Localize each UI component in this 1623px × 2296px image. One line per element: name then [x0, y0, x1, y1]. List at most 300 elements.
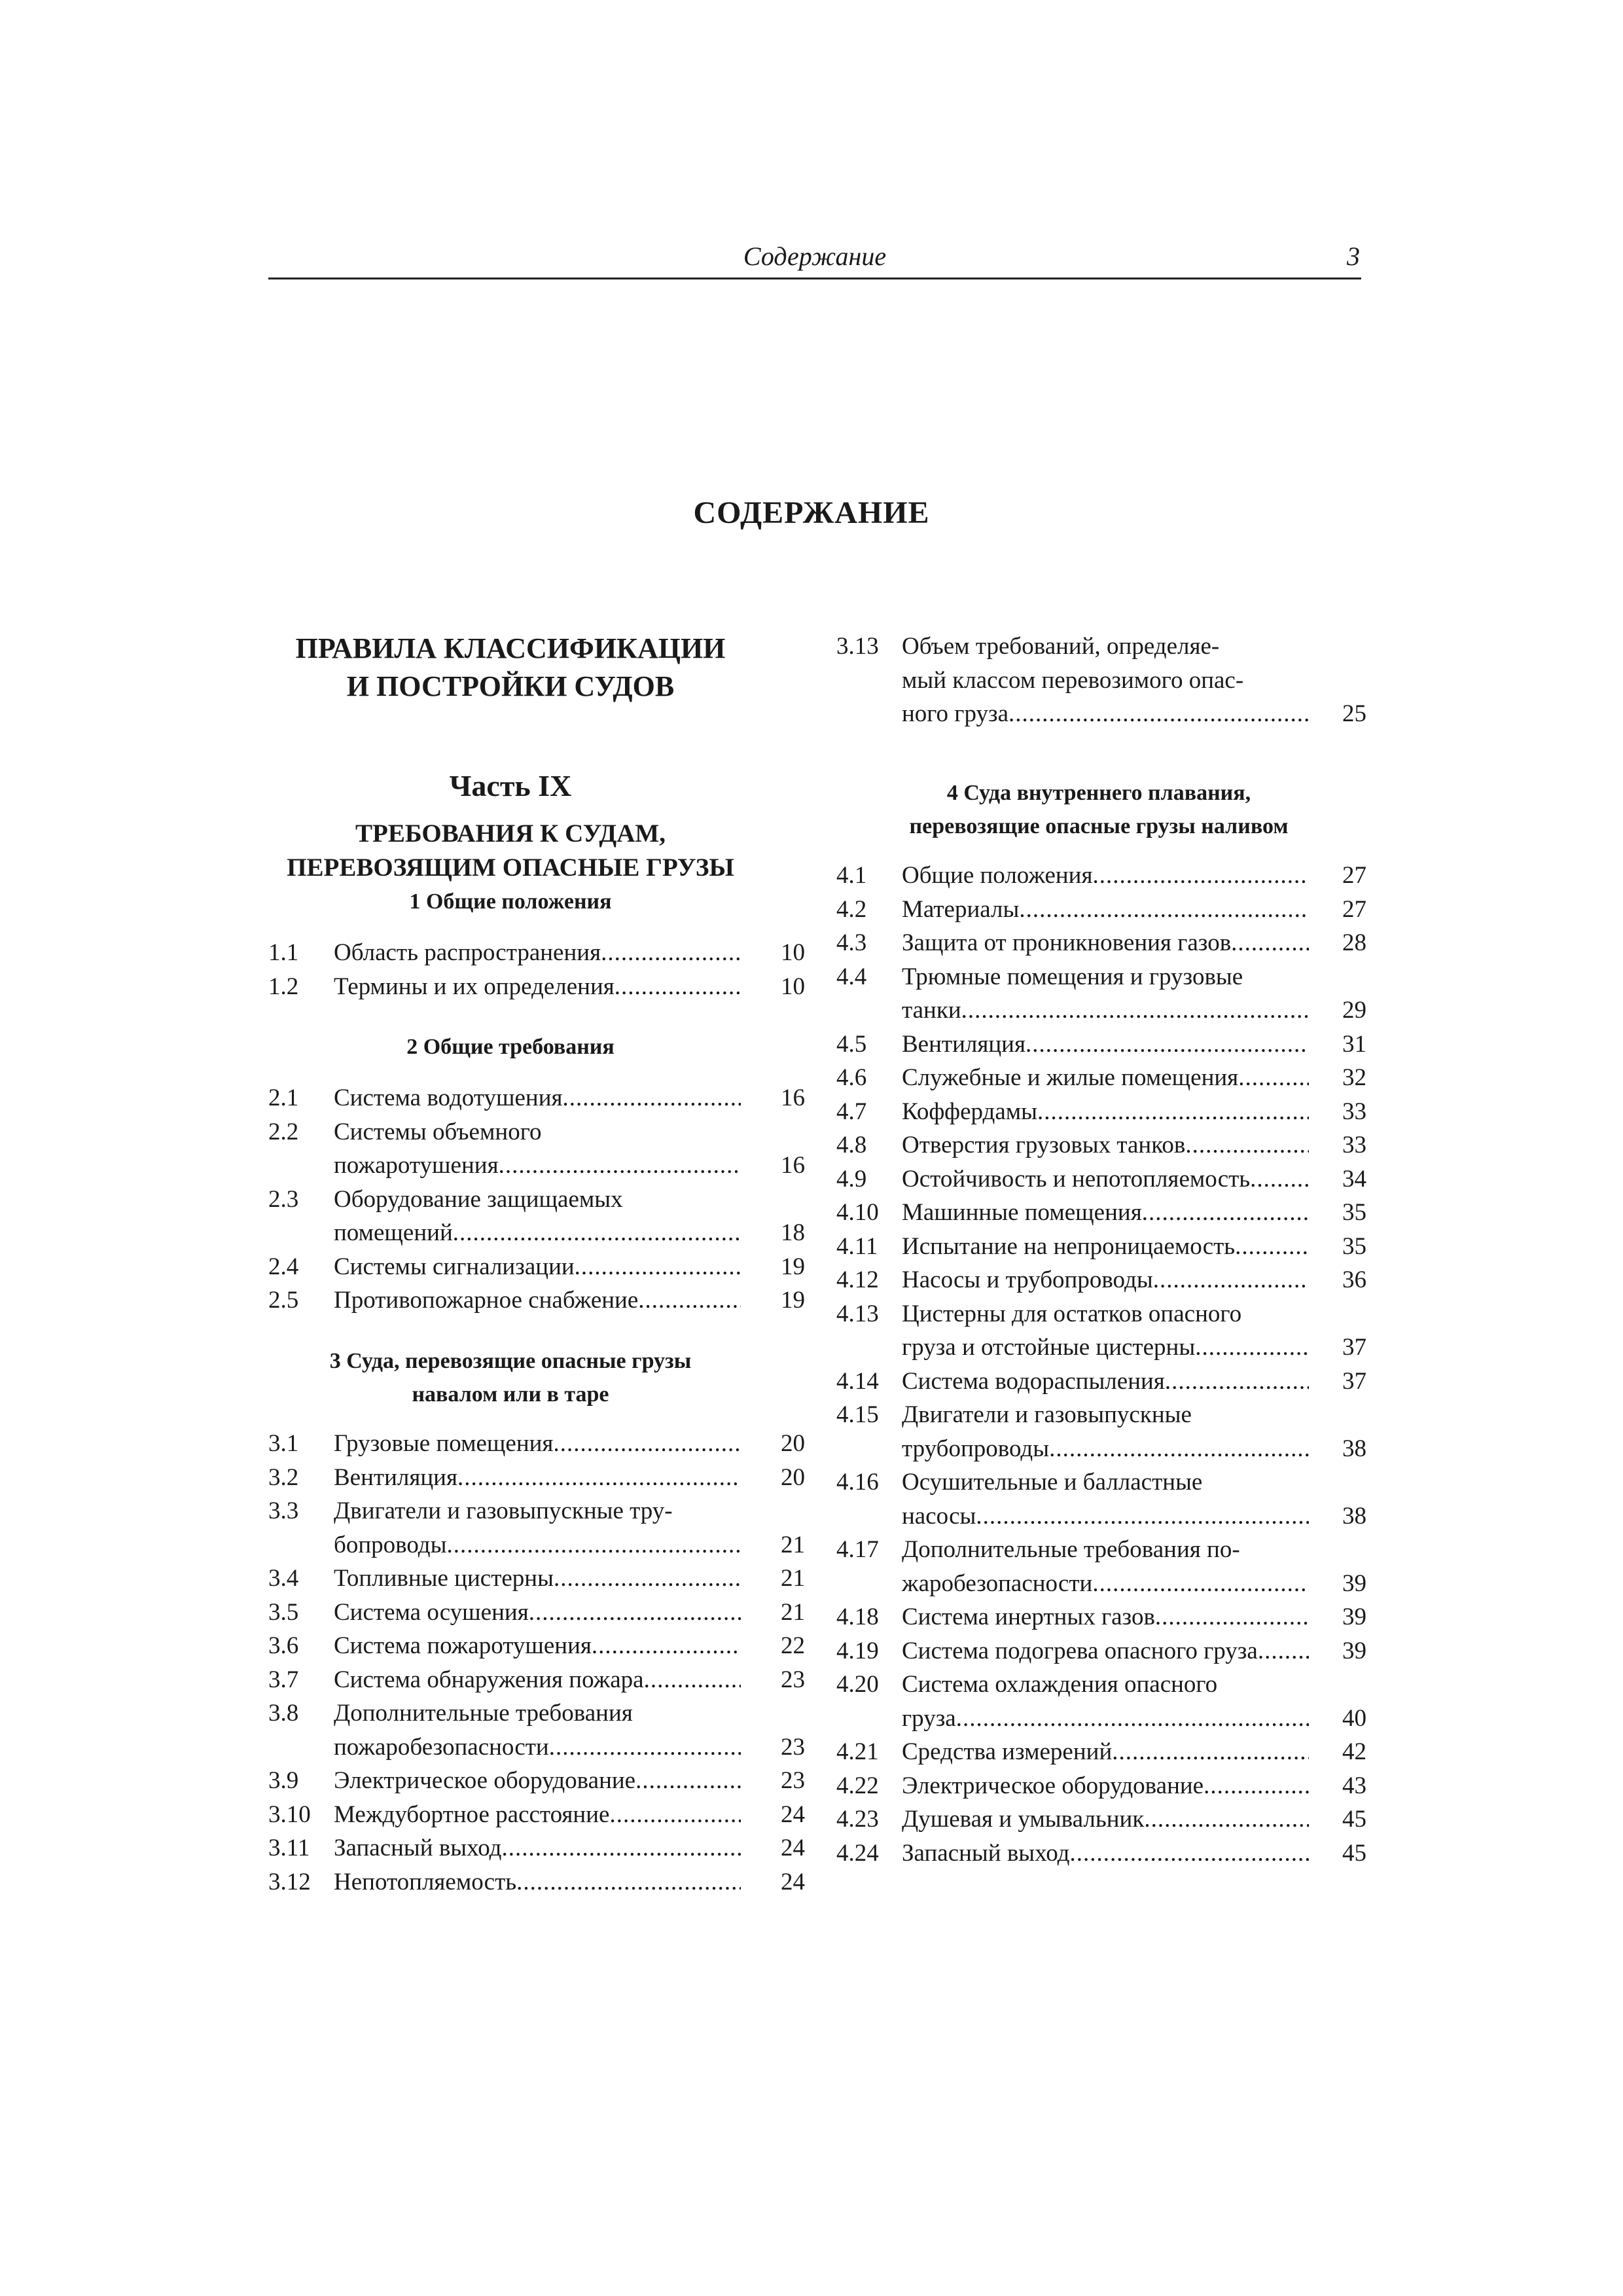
entry-number: 2.4	[268, 1253, 299, 1280]
dot-leader	[516, 1865, 741, 1899]
toc-entry[interactable]	[268, 1831, 805, 1865]
dot-leader	[609, 1798, 741, 1832]
entry-title-text: Материалы	[902, 895, 1020, 923]
entry-title	[902, 1769, 1309, 1803]
entry-title-text: Система пожаротушения	[334, 1632, 592, 1659]
part-subtitle-line: ПЕРЕВОЗЯЩИМ ОПАСНЫЕ ГРУЗЫ	[287, 853, 734, 882]
entry-title-text: Насосы и трубопроводы	[902, 1266, 1153, 1293]
entry-title-text: Защита от проникновения газов	[902, 929, 1232, 956]
entry-title-line	[902, 664, 1309, 698]
entry-title-text: Междубортное расстояние	[334, 1801, 610, 1828]
entry-title-text: жаробезопасности	[902, 1570, 1093, 1597]
entry-title-line	[334, 1865, 741, 1899]
toc-entry[interactable]	[836, 1769, 1366, 1803]
dot-leader	[529, 1596, 741, 1630]
entry-number: 4.10	[836, 1199, 879, 1226]
entry-title-text: Запасный выход	[334, 1835, 502, 1861]
entry-page-number: 25	[1342, 700, 1366, 727]
entry-page-number: 35	[1342, 1199, 1366, 1226]
entry-page-number: 32	[1342, 1064, 1366, 1091]
entry-title-line	[334, 1562, 741, 1596]
entry-title-text: помещений	[334, 1219, 453, 1246]
entry-title-line	[902, 1533, 1309, 1567]
entry-title-line	[902, 1837, 1309, 1871]
entry-title-line	[902, 1297, 1309, 1331]
toc-entry[interactable]	[268, 1663, 805, 1697]
dot-leader	[961, 994, 1309, 1028]
entry-page-number: 27	[1342, 895, 1366, 923]
toc-entry[interactable]	[836, 1263, 1366, 1297]
entry-title	[902, 1668, 1309, 1735]
toc-entry[interactable]	[836, 630, 1366, 731]
dot-leader	[457, 1461, 741, 1495]
entry-title	[902, 1600, 1309, 1634]
dot-leader	[1235, 1230, 1309, 1264]
entry-title-text: Душевая и умывальник	[902, 1806, 1145, 1833]
entry-number: 3.7	[268, 1666, 299, 1693]
section-heading-line: перевозящие опасные грузы наливом	[909, 814, 1289, 838]
entry-page-number: 43	[1342, 1772, 1366, 1799]
toc-entry[interactable]	[268, 1283, 805, 1318]
toc-entry[interactable]	[268, 970, 805, 1004]
toc-entry[interactable]	[836, 1668, 1366, 1735]
entry-title-line	[334, 1798, 741, 1832]
entry-title-text: Двигатели и газовыпускные тру-	[334, 1498, 673, 1524]
entry-title-text: пожаробезопасности	[334, 1733, 549, 1761]
entry-title-text: трубопроводы	[902, 1435, 1050, 1462]
entry-title	[334, 936, 741, 970]
entry-title	[902, 960, 1309, 1028]
entry-title-text: Объем требований, определяе-	[902, 633, 1220, 660]
entry-title-text: Оборудование защищаемых	[334, 1185, 623, 1213]
entry-title-line	[334, 1663, 741, 1697]
entry-title-line	[902, 1162, 1309, 1196]
entry-title-text: Грузовые помещения	[334, 1430, 554, 1457]
toc-entry[interactable]	[836, 1533, 1366, 1600]
entry-title-line	[902, 893, 1309, 927]
entry-number: 3.4	[268, 1565, 299, 1592]
entry-title-line	[902, 1331, 1309, 1365]
entry-page-number: 10	[781, 973, 805, 1000]
dot-leader	[1238, 1061, 1309, 1095]
toc-entry[interactable]	[268, 1250, 805, 1284]
entry-number: 4.17	[836, 1536, 879, 1563]
toc-entry[interactable]	[268, 1696, 805, 1764]
dot-leader	[1144, 1803, 1309, 1837]
entry-number: 4.22	[836, 1772, 879, 1799]
toc-entry[interactable]	[836, 1634, 1366, 1668]
section-heading	[836, 776, 1361, 843]
entry-title	[902, 859, 1309, 893]
toc-entry[interactable]	[836, 859, 1366, 893]
dot-leader	[1165, 1365, 1309, 1399]
entry-number: 4.2	[836, 895, 867, 923]
entry-title-text: насосы	[902, 1502, 976, 1530]
dot-leader	[1049, 1432, 1309, 1466]
toc-entry[interactable]	[268, 1798, 805, 1832]
entry-page-number: 21	[781, 1531, 805, 1558]
entry-number: 4.8	[836, 1132, 867, 1158]
entry-title	[334, 1831, 741, 1865]
entry-title-line	[902, 1702, 1309, 1736]
entry-title	[902, 1465, 1309, 1533]
entry-number: 4.20	[836, 1671, 879, 1698]
entry-title-line	[902, 859, 1309, 893]
entry-title-text: Дополнительные требования	[334, 1700, 633, 1727]
entry-title-line	[334, 1250, 741, 1284]
entry-title-text: груза и отстойные цистерны	[902, 1334, 1196, 1361]
dot-leader	[563, 1081, 741, 1115]
toc-entry[interactable]	[836, 1365, 1366, 1399]
entry-title	[334, 1764, 741, 1798]
entry-title-line	[902, 1735, 1309, 1769]
entry-page-number: 28	[1342, 929, 1366, 956]
entry-title-text: Система осушения	[334, 1598, 529, 1626]
entry-title-line	[334, 1494, 741, 1528]
toc-entry[interactable]	[836, 1803, 1366, 1837]
rules-heading-line: ПРАВИЛА КЛАССИФИКАЦИИ	[295, 632, 726, 664]
entry-number: 4.19	[836, 1637, 879, 1664]
entry-title	[902, 1837, 1309, 1871]
dot-leader	[502, 1831, 741, 1865]
dot-leader	[1153, 1263, 1309, 1297]
entry-title-text: Вентиляция	[334, 1463, 457, 1491]
toc-entry[interactable]	[268, 1115, 805, 1183]
entry-page-number: 29	[1342, 997, 1366, 1024]
entry-title-line	[334, 1081, 741, 1115]
toc-entries	[268, 936, 805, 1003]
entry-title-line	[902, 1668, 1309, 1702]
toc-entry[interactable]	[268, 1183, 805, 1250]
dot-leader	[1258, 1634, 1309, 1668]
dot-leader	[638, 1283, 741, 1318]
toc-entry[interactable]	[268, 1629, 805, 1663]
toc-entry[interactable]	[836, 1465, 1366, 1533]
entry-title-line	[902, 1465, 1309, 1499]
section-heading-line: 2 Общие требования	[406, 1035, 615, 1059]
toc-entry[interactable]	[836, 1735, 1366, 1769]
entry-title-text: Область распространения	[334, 939, 601, 966]
entry-number: 3.2	[268, 1463, 299, 1491]
toc-entry[interactable]	[836, 1162, 1366, 1196]
entry-number: 1.1	[268, 939, 299, 966]
entry-number: 3.8	[268, 1700, 299, 1727]
entry-page-number: 24	[781, 1868, 805, 1895]
entry-number: 3.9	[268, 1767, 299, 1794]
dot-leader	[1019, 893, 1309, 927]
entry-title-text: Двигатели и газовыпускные	[902, 1401, 1192, 1428]
entry-page-number: 21	[781, 1565, 805, 1592]
entry-title-line	[902, 960, 1309, 994]
dot-leader	[644, 1663, 741, 1697]
entry-title-line	[334, 1427, 741, 1461]
entry-title-text: Вентиляция	[902, 1030, 1026, 1058]
entry-page-number: 19	[781, 1253, 805, 1280]
entry-title-line	[902, 1803, 1309, 1837]
entry-title	[334, 1115, 741, 1183]
entry-title-line	[334, 1216, 741, 1250]
rules-heading-line: И ПОСТРОЙКИ СУДОВ	[346, 670, 675, 702]
entry-title-line	[334, 1528, 741, 1562]
dot-leader	[575, 1250, 741, 1284]
entry-title-text: танки	[902, 997, 961, 1024]
dot-leader	[956, 1702, 1309, 1736]
entry-title-line	[902, 1196, 1309, 1230]
entry-title-text: Системы объемного	[334, 1118, 542, 1145]
entry-number: 1.2	[268, 973, 299, 1000]
entry-title-line	[902, 1230, 1309, 1264]
entry-number: 4.11	[836, 1232, 878, 1260]
part-subtitle	[249, 817, 772, 885]
dot-leader	[1195, 1331, 1309, 1365]
dot-leader	[1008, 697, 1309, 731]
toc-entry[interactable]	[268, 1427, 805, 1461]
section-heading-line: 1 Общие положения	[409, 889, 612, 914]
entry-title-line	[902, 1365, 1309, 1399]
dot-leader	[1037, 1095, 1309, 1129]
entry-number: 2.5	[268, 1287, 299, 1314]
dot-leader	[553, 1427, 741, 1461]
dot-leader	[1026, 1028, 1309, 1062]
section-heading-line: 4 Суда внутреннего плавания,	[946, 781, 1251, 805]
entry-title-text: Общие положения	[902, 862, 1093, 889]
entry-title-line	[334, 1115, 741, 1149]
toc-entry[interactable]	[836, 960, 1366, 1028]
entry-title	[902, 1061, 1309, 1095]
entry-title-line	[334, 1831, 741, 1865]
toc-entry[interactable]	[268, 1764, 805, 1798]
dot-leader	[453, 1216, 741, 1250]
entry-page-number: 38	[1342, 1502, 1366, 1530]
entry-page-number: 31	[1342, 1030, 1366, 1058]
toc-entry[interactable]	[268, 1461, 805, 1495]
entry-title-line	[334, 1596, 741, 1630]
entry-page-number: 24	[781, 1801, 805, 1828]
entry-title-text: Отверстия грузовых танков	[902, 1132, 1186, 1158]
entry-title-line	[902, 994, 1309, 1028]
entry-title-text: Система инертных газов	[902, 1604, 1155, 1630]
dot-leader	[615, 970, 741, 1004]
dot-leader	[1142, 1196, 1309, 1230]
entry-title-text: Электрическое оборудование	[334, 1767, 636, 1794]
entry-page-number: 23	[781, 1666, 805, 1693]
entry-title	[902, 630, 1309, 731]
entry-page-number: 37	[1342, 1367, 1366, 1395]
entry-title-line	[334, 1629, 741, 1663]
entry-title	[902, 1735, 1309, 1769]
entry-title-line	[902, 1600, 1309, 1634]
header-title: Содержание	[743, 242, 887, 271]
entry-title-line	[902, 1263, 1309, 1297]
entry-title-line	[902, 1432, 1309, 1466]
entry-title	[334, 1250, 741, 1284]
entry-title	[334, 1596, 741, 1630]
dot-leader	[1250, 1162, 1309, 1196]
entry-title	[902, 1196, 1309, 1230]
section-heading	[249, 1030, 772, 1064]
entry-title	[902, 926, 1309, 960]
entry-title	[902, 1398, 1309, 1465]
entry-title	[334, 1629, 741, 1663]
entry-page-number: 33	[1342, 1132, 1366, 1158]
toc-entry[interactable]	[836, 1196, 1366, 1230]
section-heading-line: 3 Суда, перевозящие опасные грузы	[329, 1349, 692, 1373]
entry-title-text: бопроводы	[334, 1531, 447, 1558]
entry-title-line	[902, 630, 1309, 664]
entry-number: 4.18	[836, 1604, 879, 1630]
toc-entries	[836, 859, 1366, 1870]
entry-number: 4.21	[836, 1738, 879, 1765]
entry-number: 3.10	[268, 1801, 311, 1828]
entry-title-text: пожаротушения	[334, 1152, 499, 1179]
entry-title-text: Система обнаружения пожара	[334, 1666, 644, 1693]
entry-page-number: 22	[781, 1632, 805, 1659]
entry-number: 3.3	[268, 1498, 299, 1524]
entry-title-text: Цистерны для остатков опасного	[902, 1300, 1242, 1327]
entry-page-number: 42	[1342, 1738, 1366, 1765]
entry-title-text: Машинные помещения	[902, 1199, 1142, 1226]
entry-title-text: Непотопляемость	[334, 1868, 517, 1895]
entry-number: 4.9	[836, 1165, 867, 1193]
entry-title-text: Топливные цистерны	[334, 1565, 554, 1592]
entry-page-number: 39	[1342, 1604, 1366, 1630]
entry-number: 4.15	[836, 1401, 879, 1428]
entry-number: 2.2	[268, 1118, 299, 1145]
section-heading-line: навалом или в таре	[412, 1382, 609, 1407]
dot-leader	[446, 1528, 741, 1562]
toc-entry[interactable]	[836, 1028, 1366, 1062]
entry-title-text: Система охлаждения опасного	[902, 1671, 1218, 1698]
entry-title-line	[902, 1499, 1309, 1534]
entry-title	[334, 1494, 741, 1562]
entry-title-text: Остойчивость и непотопляемость	[902, 1165, 1251, 1193]
toc-entry[interactable]	[836, 1095, 1366, 1129]
entry-number: 3.1	[268, 1430, 299, 1457]
entry-title	[902, 1230, 1309, 1264]
entry-number: 4.4	[836, 963, 867, 990]
toc-entry[interactable]	[836, 926, 1366, 960]
toc-entries	[268, 1081, 805, 1318]
entry-number: 4.12	[836, 1266, 879, 1293]
toc-entry[interactable]	[268, 1494, 805, 1562]
dot-leader	[976, 1499, 1309, 1534]
entry-number: 4.1	[836, 862, 867, 889]
entry-title	[902, 1095, 1309, 1129]
toc-entries	[836, 630, 1366, 731]
toc-entry[interactable]	[836, 1837, 1366, 1871]
entry-title-text: Трюмные помещения и грузовые	[902, 963, 1243, 990]
entry-number: 3.11	[268, 1835, 310, 1861]
entry-page-number: 19	[781, 1287, 805, 1314]
entry-title-text: Коффердамы	[902, 1098, 1038, 1125]
entry-title	[334, 1283, 741, 1318]
entry-title-line	[902, 1095, 1309, 1129]
entry-title-line	[902, 926, 1309, 960]
toc-entry[interactable]	[268, 936, 805, 970]
entry-title-line	[902, 1634, 1309, 1668]
entry-title-text: Дополнительные требования по-	[902, 1536, 1240, 1563]
entry-title-line	[902, 1769, 1309, 1803]
toc-entry[interactable]	[268, 1596, 805, 1630]
entry-page-number: 16	[781, 1085, 805, 1111]
entry-title-line	[902, 697, 1309, 731]
entry-title	[334, 1183, 741, 1250]
entry-title	[334, 1427, 741, 1461]
entry-page-number: 24	[781, 1835, 805, 1861]
entry-title-text: Электрическое оборудование	[902, 1772, 1204, 1799]
entry-page-number: 37	[1342, 1334, 1366, 1361]
entry-title-text: ного груза	[902, 700, 1009, 727]
entry-title-text: Испытание на непроницаемость	[902, 1232, 1236, 1260]
entry-page-number: 10	[781, 939, 805, 966]
entry-title-line	[902, 1028, 1309, 1062]
entry-title-text: Система водотушения	[334, 1085, 563, 1111]
entry-title-line	[334, 1183, 741, 1217]
entry-page-number: 34	[1342, 1165, 1366, 1193]
toc-entry[interactable]	[836, 1128, 1366, 1162]
entry-page-number: 45	[1342, 1839, 1366, 1867]
entry-page-number: 39	[1342, 1637, 1366, 1664]
toc-entry[interactable]	[836, 1600, 1366, 1634]
entry-number: 4.13	[836, 1300, 879, 1327]
entry-title	[334, 1562, 741, 1596]
entry-title-text: Противопожарное снабжение	[334, 1287, 639, 1314]
dot-leader	[635, 1764, 741, 1798]
entry-page-number: 20	[781, 1430, 805, 1457]
entry-number: 3.5	[268, 1598, 299, 1626]
toc-entry[interactable]	[268, 1562, 805, 1596]
toc-entry[interactable]	[836, 893, 1366, 927]
entry-title-line	[334, 970, 741, 1004]
entry-title	[334, 1461, 741, 1495]
entry-title-text: Осушительные и балластные	[902, 1469, 1203, 1496]
entry-number: 4.24	[836, 1839, 879, 1867]
page-number: 3	[1347, 242, 1360, 271]
toc-entries	[268, 1427, 805, 1899]
entry-number: 3.13	[836, 633, 879, 660]
entry-number: 3.6	[268, 1632, 299, 1659]
toc-entry[interactable]	[836, 1061, 1366, 1095]
part-title: Часть IX	[449, 769, 572, 802]
entry-title-line	[334, 1283, 741, 1318]
entry-title-line	[334, 1149, 741, 1183]
entry-title-text: Служебные и жилые помещения	[902, 1064, 1239, 1091]
entry-title	[334, 1865, 741, 1899]
entry-page-number: 23	[781, 1767, 805, 1794]
entry-title	[902, 1365, 1309, 1399]
entry-title	[902, 1128, 1309, 1162]
entry-number: 2.1	[268, 1085, 299, 1111]
toc-entry[interactable]	[836, 1398, 1366, 1465]
toc-entry[interactable]	[836, 1230, 1366, 1264]
toc-entry[interactable]	[268, 1081, 805, 1115]
entry-title-line	[902, 1128, 1309, 1162]
toc-entry[interactable]	[268, 1865, 805, 1899]
toc-entry[interactable]	[836, 1297, 1366, 1365]
dot-leader	[1092, 859, 1309, 893]
dot-leader	[549, 1731, 741, 1765]
entry-title-line	[902, 1061, 1309, 1095]
entry-title-text: груза	[902, 1704, 956, 1732]
rules-heading	[249, 630, 772, 706]
entry-page-number: 20	[781, 1463, 805, 1491]
entry-page-number: 45	[1342, 1806, 1366, 1833]
entry-number: 4.16	[836, 1469, 879, 1496]
part-subtitle-line: ТРЕБОВАНИЯ К СУДАМ,	[355, 819, 666, 848]
entry-title	[902, 893, 1309, 927]
entry-title	[334, 1663, 741, 1697]
page-title: СОДЕРЖАНИЕ	[693, 495, 930, 530]
